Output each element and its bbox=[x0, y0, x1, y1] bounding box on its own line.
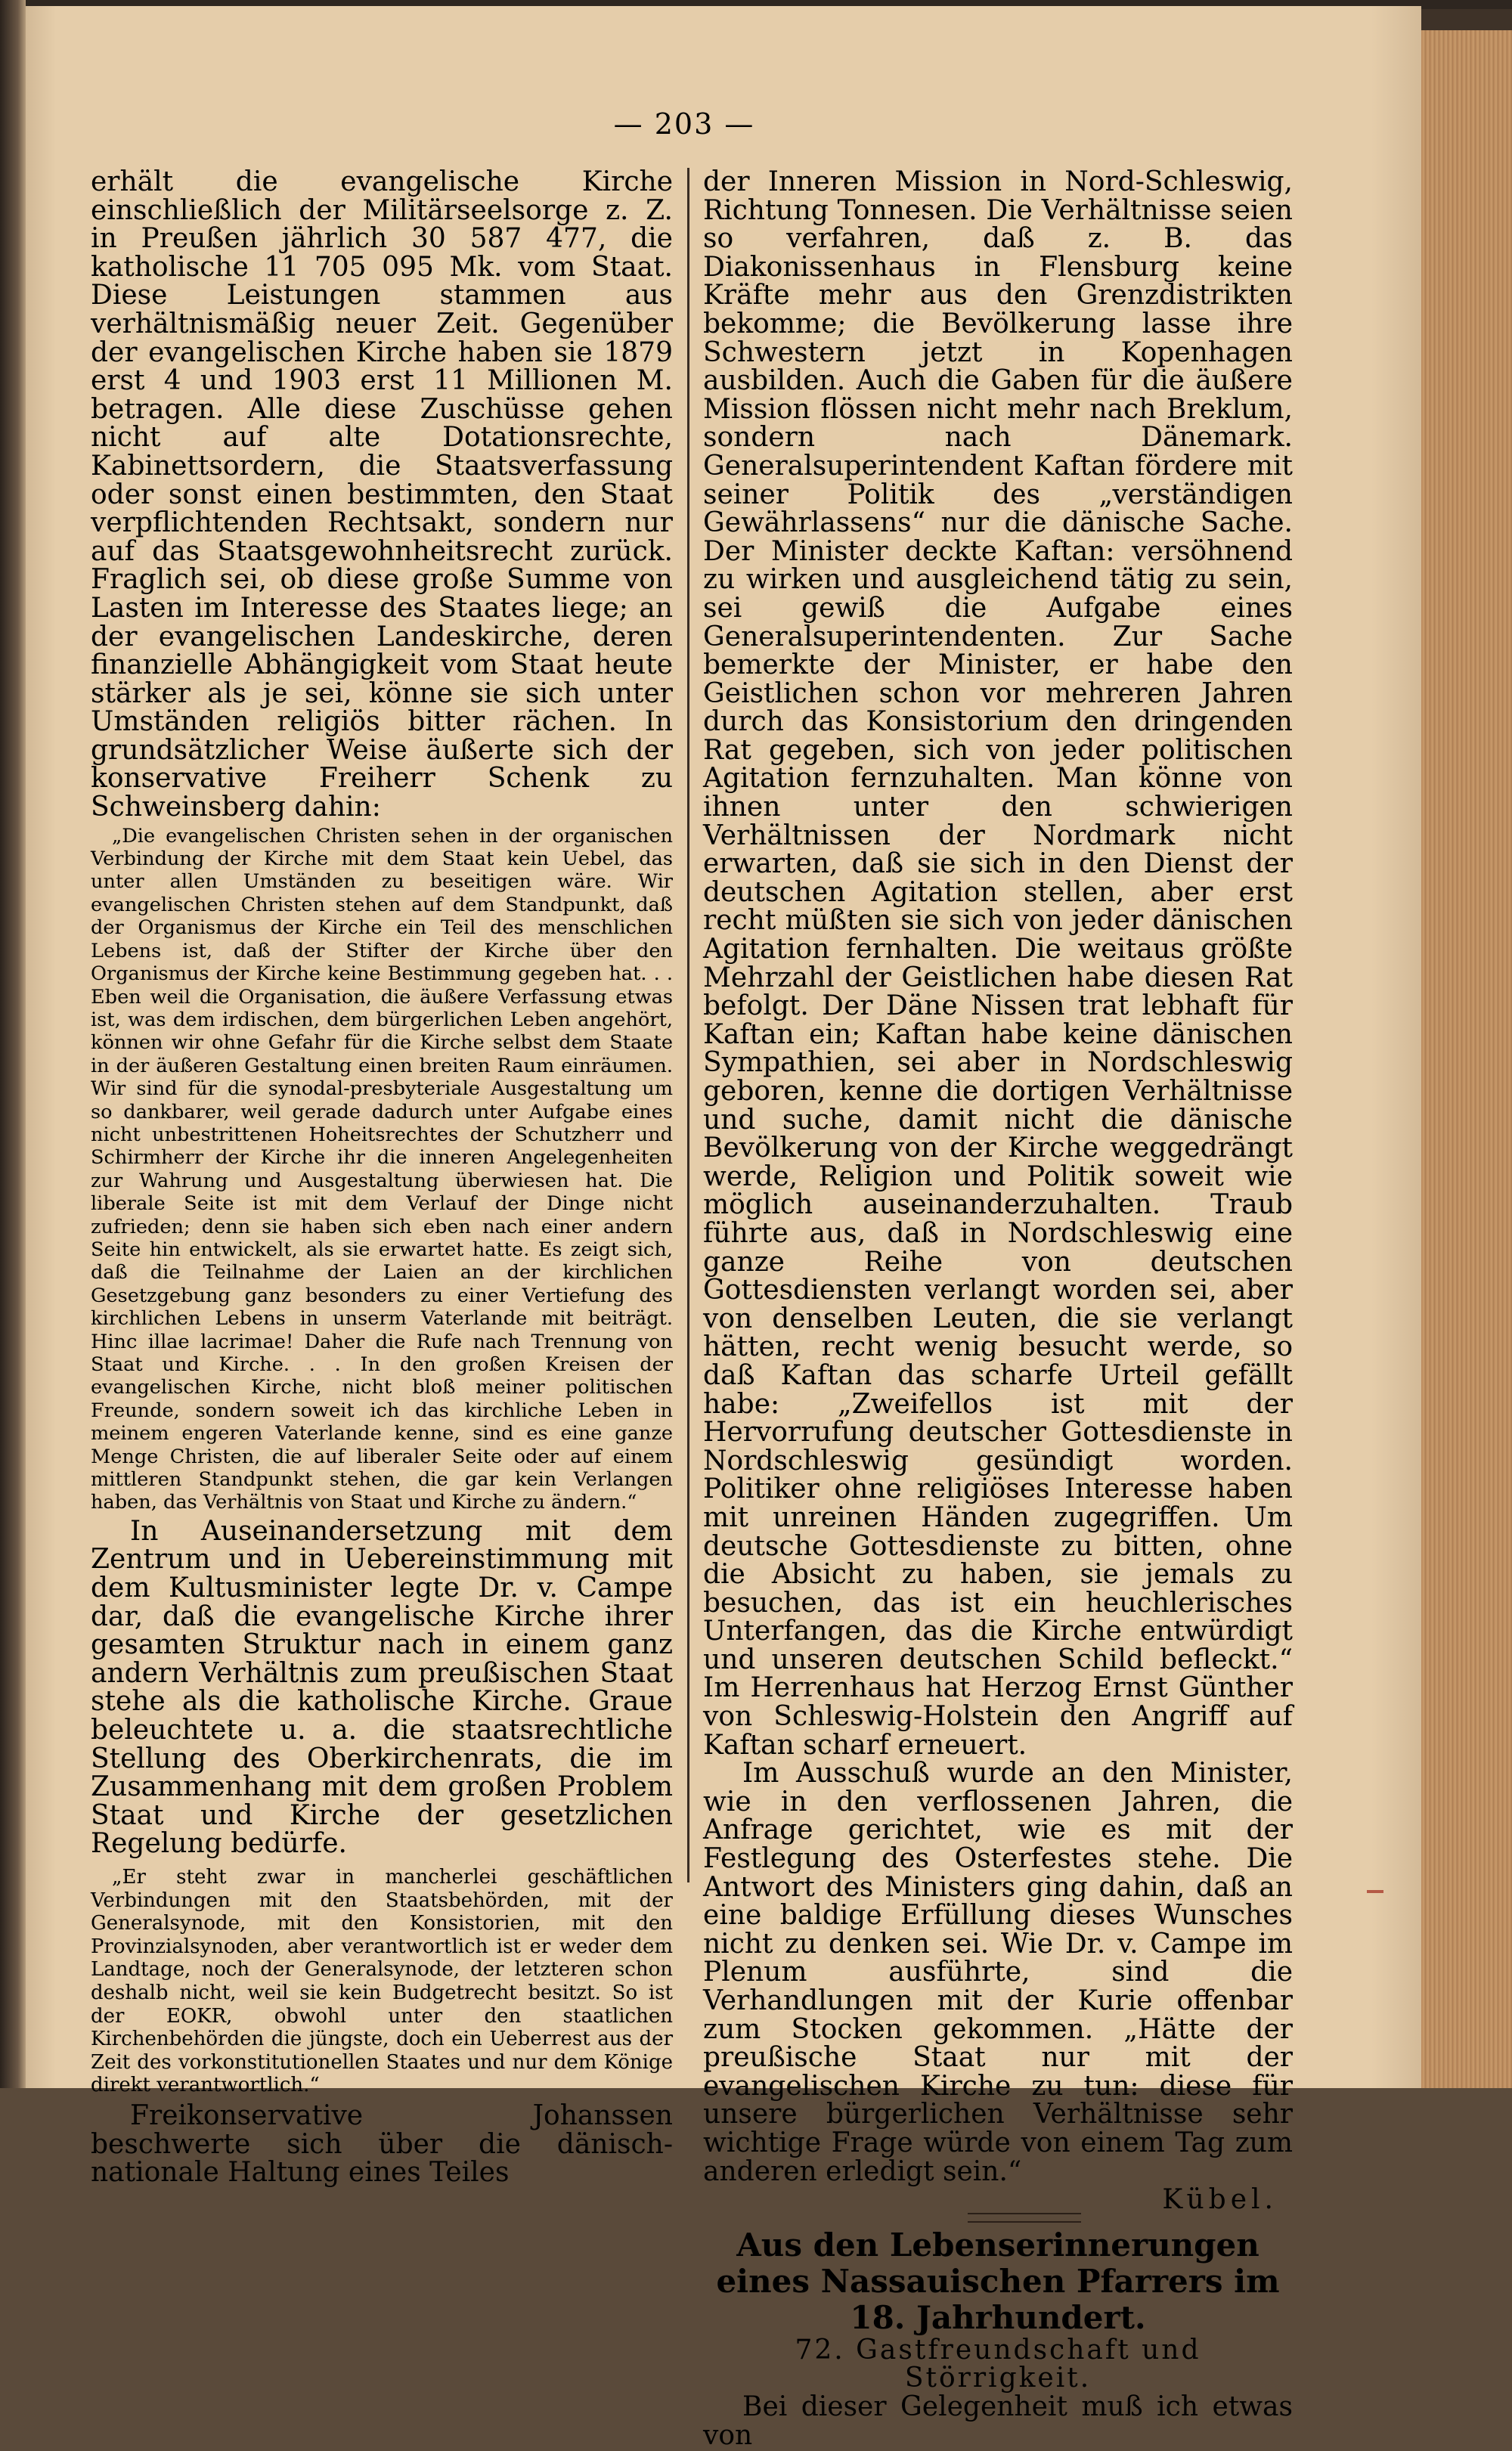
right-paragraph-3: Bei dieser Gelegenheit muß ich etwas von bbox=[703, 2391, 1293, 2451]
left-paragraph-2: In Auseinandersetzung mit dem Zentrum und in Uebereinstimmung mit dem Kultusminister legte Dr. v. Campe dar, daß die evangelische Kirche ihrer gesamten Struktur nach in einem ganz andern Verhältnis zum preußischen Staat stehe als die katholische Kirche. Graue beleuchtete u. a. die staatsrechtliche Stellung des Oberkirchenrats, die im Zusammenhang mit dem großen Problem Staat und Kirche der gesetzlichen Regelung bedürfe. bbox=[91, 1515, 673, 1860]
left-quote-2: „Er steht zwar in mancherlei geschäftlichen Verbindungen mit den Staatsbehörden, mit der Generalsynode, mit den Konsistorien, mit den Provinzialsynoden, aber verantwortlich ist er weder dem Landtage, noch der Generalsynode, der letzteren schon deshalb nicht, weil sie kein Budgetrecht besitzt. So ist der EOKR, obwohl unter den staatlichen Kirchenbehörden die jüngste, doch ein Ueberrest aus der Zeit des vorkonstitutionellen Staates und nur dem Könige direkt verantwortlich.“ bbox=[91, 1865, 673, 2097]
author-signature: Kübel. bbox=[1162, 2184, 1278, 2216]
pencil-mark bbox=[1367, 1890, 1383, 1893]
column-divider bbox=[687, 168, 689, 1882]
page-stack-edge bbox=[1421, 30, 1512, 2088]
article-subheading: 72. Gastfreundschaft und Störrigkeit. bbox=[795, 2334, 1201, 2394]
article-heading: Aus den Lebenserinnerungen eines Nassauischen Pfarrers im 18. Jahrhundert. bbox=[716, 2226, 1280, 2336]
book-spine bbox=[0, 0, 26, 2088]
right-paragraph-2: Im Ausschuß wurde an den Minister, wie in den verflossenen Jahren, die Anfrage gerichtet, wie es mit der Festlegung des Osterfestes stehe. Die Antwort des Ministers ging dahin, daß an eine baldige Erfüllung dieses Wunsches nicht zu denken sei. Wie Dr. v. Campe im Plenum ausführte, sind die Verhandlungen mit der Kurie offenbar zum Stocken gekommen. „Hätte der preußische Staat nur mit der evangelischen Kirche zu tun: diese für unsere bürgerlichen Verhältnisse sehr wichtige Frage würde von einem Tag zum anderen erledigt sein.“ bbox=[703, 1758, 1293, 2187]
article-end-rule bbox=[968, 2213, 1081, 2223]
left-column bbox=[91, 168, 673, 2187]
right-column bbox=[703, 168, 1293, 2449]
page-number: — 203 — bbox=[613, 107, 755, 141]
left-paragraph-3: Freikonservative Johanssen beschwerte sich über die dänisch-nationale Haltung eines Teiles bbox=[91, 2099, 673, 2189]
right-paragraph-1: der Inneren Mission in Nord-Schleswig, Richtung Tonnesen. Die Verhältnisse seien so verfahren, daß z. B. das Diakonissenhaus in Flensburg keine Kräfte mehr aus den Grenzdistrikten bekomme; die Bevölkerung lasse ihre Schwestern jetzt in Kopenhagen ausbilden. Auch die Gaben für die äußere Mission flössen nicht mehr nach Breklum, sondern nach Dänemark. Generalsuperintendent Kaftan fördere mit seiner Politik des „verständigen Gewährlassens“ nur die dänische Sache. Der Minister deckte Kaftan: versöhnend zu wirken und ausgleichend tätig zu sein, sei gewiß die Aufgabe eines Generalsuperintendenten. Zur Sache bemerkte der Minister, er habe den Geistlichen schon vor mehreren Jahren durch das Konsistorium den dringenden Rat gegeben, sich von jeder politischen Agitation fernzuhalten. Man könne von ihnen unter den schwierigen Verhältnissen der Nordmark nicht erwarten, daß sie sich in den Dienst der deutschen Agitation stellen, aber erst recht müßten sie sich von jeder dänischen Agitation fernhalten. Die weitaus größte Mehrzahl der Geistlichen habe diesen Rat befolgt. Der Däne Nissen trat lebhaft für Kaftan ein; Kaftan habe keine dänischen Sympathien, sei aber in Nordschleswig geboren, kenne die dortigen Verhältnisse und suche, damit nicht die dänische Bevölkerung von der Kirche weggedrängt werde, Religion und Politik soweit wie möglich auseinanderzuhalten. Traub führte aus, daß in Nordschleswig eine ganze Reihe von deutschen Gottesdiensten verlangt worden sei, aber von denselben Leuten, die sie verlangt hätten, recht wenig besucht werde, so daß Kaftan das scharfe Urteil gefällt habe: „Zweifellos ist mit der Hervorrufung deutscher Gottesdienste in Nordschleswig gesündigt worden. Politiker ohne religiöses Interesse haben mit unreinen Händen zugegriffen. Um deutsche Gottesdienste zu bitten, ohne die Absicht zu haben, sie jemals zu besuchen, das ist ein heuchlerisches Unterfangen, das die Kirche entwürdigt und unseren deutschen Schild befleckt.“ Im Herrenhaus hat Herzog Ernst Günther von Schleswig-Holstein den Angriff auf Kaftan scharf erneuert. bbox=[703, 166, 1293, 1761]
left-quote-1: „Die evangelischen Christen sehen in der organischen Verbindung der Kirche mit dem Staat kein Uebel, das unter allen Umständen zu beseitigen wäre. Wir evangelischen Christen stehen auf dem Standpunkt, daß der Organismus der Kirche ein Teil des menschlichen Lebens ist, daß der Stifter der Kirche über den Organismus der Kirche keine Bestimmung gegeben hat. . . Eben weil die Organisation, die äußere Verfassung etwas ist, was dem irdischen, dem bürgerlichen Leben angehört, können wir ohne Gefahr für die Kirche selbst dem Staate in der äußeren Gestaltung einen breiten Raum einräumen. Wir sind für die synodal-presbyteriale Ausgestaltung um so dankbarer, weil gerade dadurch unter Aufgabe eines nicht unbestrittenen Hoheitsrechtes der Schutzherr und Schirmherr der Kirche ihr die inneren Angelegenheiten zur Wahrung und Ausgestaltung überwiesen hat. Die liberale Seite ist mit dem Verlauf der Dinge nicht zufrieden; denn sie haben sich eben nach einer andern Seite hin entwickelt, als sie erwartet hatte. Es zeigt sich, daß die Teilnahme der Laien an der kirchlichen Gesetzgebung ganz besonders zu einer Vertiefung des kirchlichen Lebens in unserm Vaterlande mit beiträgt. Hinc illae lacrimae! Daher die Rufe nach Trennung von Staat und Kirche. . . In den großen Kreisen der evangelischen Kirche, nicht bloß meiner politischen Freunde, sondern soweit ich das kirchliche Leben in meinem engeren Vaterlande kenne, sind es eine ganze Menge Christen, die auf liberaler Seite oder auf einem mittleren Standpunkt stehen, die gar kein Verlangen haben, das Verhältnis von Staat und Kirche zu ändern.“ bbox=[91, 824, 673, 1514]
left-paragraph-1: erhält die evangelische Kirche einschließlich der Militärseelsorge z. Z. in Preußen jährlich 30 587 477, die katholische 11 705 095 Mk. vom Staat. Diese Leistungen stammen aus verhältnismäßig neuer Zeit. Gegenüber der evangelischen Kirche haben sie 1879 erst 4 und 1903 erst 11 Millionen M. betragen. Alle diese Zuschüsse gehen nicht auf alte Dotationsrechte, Kabinettsordern, die Staatsverfassung oder sonst einen bestimmten, den Staat verpflichtenden Rechtsakt, sondern nur auf das Staatsgewohnheitsrecht zurück. Fraglich sei, ob diese große Summe von Lasten im Interesse des Staates liege; an der evangelischen Landeskirche, deren finanzielle Abhängigkeit vom Staat heute stärker als je sei, könne sie sich unter Umständen religiös bitter rächen. In grundsätzlicher Weise äußerte sich der konservative Freiherr Schenk zu Schweinsberg dahin: bbox=[91, 166, 673, 823]
